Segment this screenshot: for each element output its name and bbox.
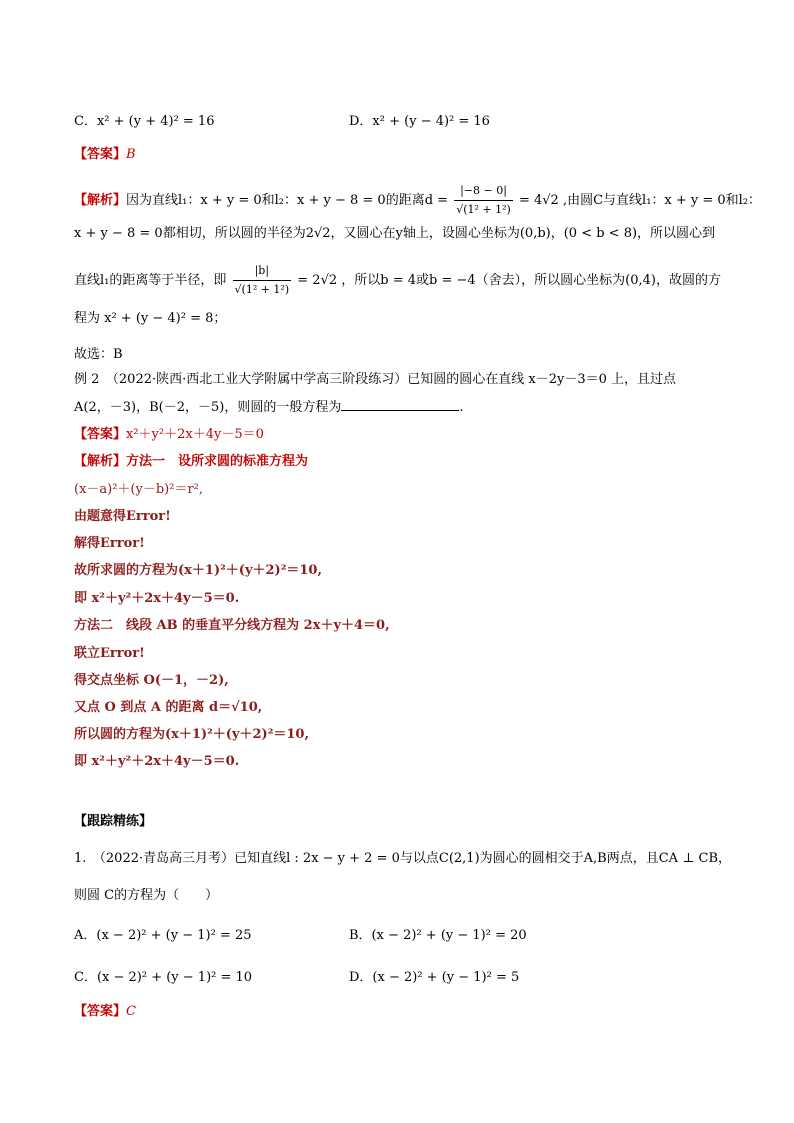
analysis-tag: 【解析】 [74,454,127,469]
solution-step: 所以圆的方程为(x＋1)²＋(y＋2)²＝10, [74,727,310,742]
solution-step: 即 x²＋y²＋2x＋4y－5＝0. [74,591,240,606]
option-d: D．(x − 2)² + (y − 1)² = 5 [349,970,520,985]
method-1-heading: 方法一 设所求圆的标准方程为 [126,454,309,469]
example-2-line-2 [74,398,754,417]
analysis-line-4: 程为 x² + (y − 4)² = 8； [74,311,227,326]
answer-value: C [126,1004,136,1019]
radius-fraction [233,262,292,299]
distance-fraction [454,182,513,219]
solution-step: 联立Error! [74,646,145,661]
ex2-answer-row [74,426,754,444]
solution-step: (x－a)²＋(y－b)²＝r², [74,482,204,497]
fraction-numerator: |−8 − 0| [454,182,513,201]
solution-step: 由题意得Error! [74,509,171,524]
analysis-text: 直线l₁的距离等于半径，即 [74,273,227,288]
option-a: A．(x − 2)² + (y − 1)² = 25 [74,928,252,943]
practice-heading: 【跟踪精练】 [74,814,153,829]
fraction-denominator: √(1² + 1²) [234,283,290,296]
analysis-text: 因为直线l₁：x + y = 0和l₂：x + y − 8 = 0的距离d = [126,193,449,208]
option-c: C．(x − 2)² + (y − 1)² = 10 [74,970,253,985]
answer-tag: 【答案】 [74,1004,127,1019]
option-b: B．(x − 2)² + (y − 1)² = 20 [349,928,527,943]
solution-step: 又点 O 到点 A 的距离 d＝√10, [74,700,263,715]
ex2-analysis-row [74,453,754,471]
solution-step: 解得Error! [74,536,145,551]
answer-tag: 【答案】 [74,147,127,162]
practice-q1-line-2: 则圆 C的方程为（ ） [74,888,219,903]
option-d: D．x² + (y − 4)² = 16 [349,114,490,129]
answer-value: x²＋y²＋2x＋4y－5＝0 [126,427,264,442]
method-2-line: 方法二 线段 AB 的垂直平分线方程为 2x＋y＋4＝0, [74,618,390,633]
analysis-line-2: x + y − 8 = 0都相切，所以圆的半径为2√2，又圆心在y轴上，设圆心坐标为(0,b)，(0 < b < 8)，所以圆心到 [74,226,716,241]
analysis-text: = 4√2 ,由圆C与直线l₁：x + y = 0和l₂： [518,193,762,208]
solution-step: 故所求圆的方程为(x＋1)²＋(y＋2)²＝10, [74,563,323,578]
answer-value: B [126,147,136,162]
solution-step: 即 x²＋y²＋2x＋4y－5＝0. [74,754,240,769]
answer-blank [341,398,459,411]
analysis-tag: 【解析】 [74,193,127,208]
analysis-line-3 [74,262,754,299]
practice-q1-line-1: 1. （2022·青岛高三月考）已知直线l : 2x − y + 2 = 0与以点C(2,1)为圆心的圆相交于A,B两点，且CA ⊥ CB， [74,851,732,866]
choose-line: 故选：B [74,347,123,362]
practice-answer-row [74,1003,754,1021]
fraction-numerator: |b| [233,262,292,281]
option-c: C．x² + (y + 4)² = 16 [74,114,215,129]
answer-row [74,146,754,164]
example-2-text: A(2，－3)，B(－2，－5)，则圆的一般方程为 [74,400,342,415]
fraction-denominator: √(1² + 1²) [456,203,511,216]
answer-tag: 【答案】 [74,427,127,442]
example-2-period: . [459,400,464,415]
solution-step: 得交点坐标 O(－1，－2), [74,673,229,688]
analysis-text: = 2√2 ，所以b = 4或b = −4（舍去），所以圆心坐标为(0,4)，故圆的方 [297,273,721,288]
analysis-line-1 [74,182,762,219]
example-2-line-1: 例 2 （2022·陕西·西北工业大学附属中学高三阶段练习）已知圆的圆心在直线 x－2y－3＝0 上，且过点 [74,372,677,387]
